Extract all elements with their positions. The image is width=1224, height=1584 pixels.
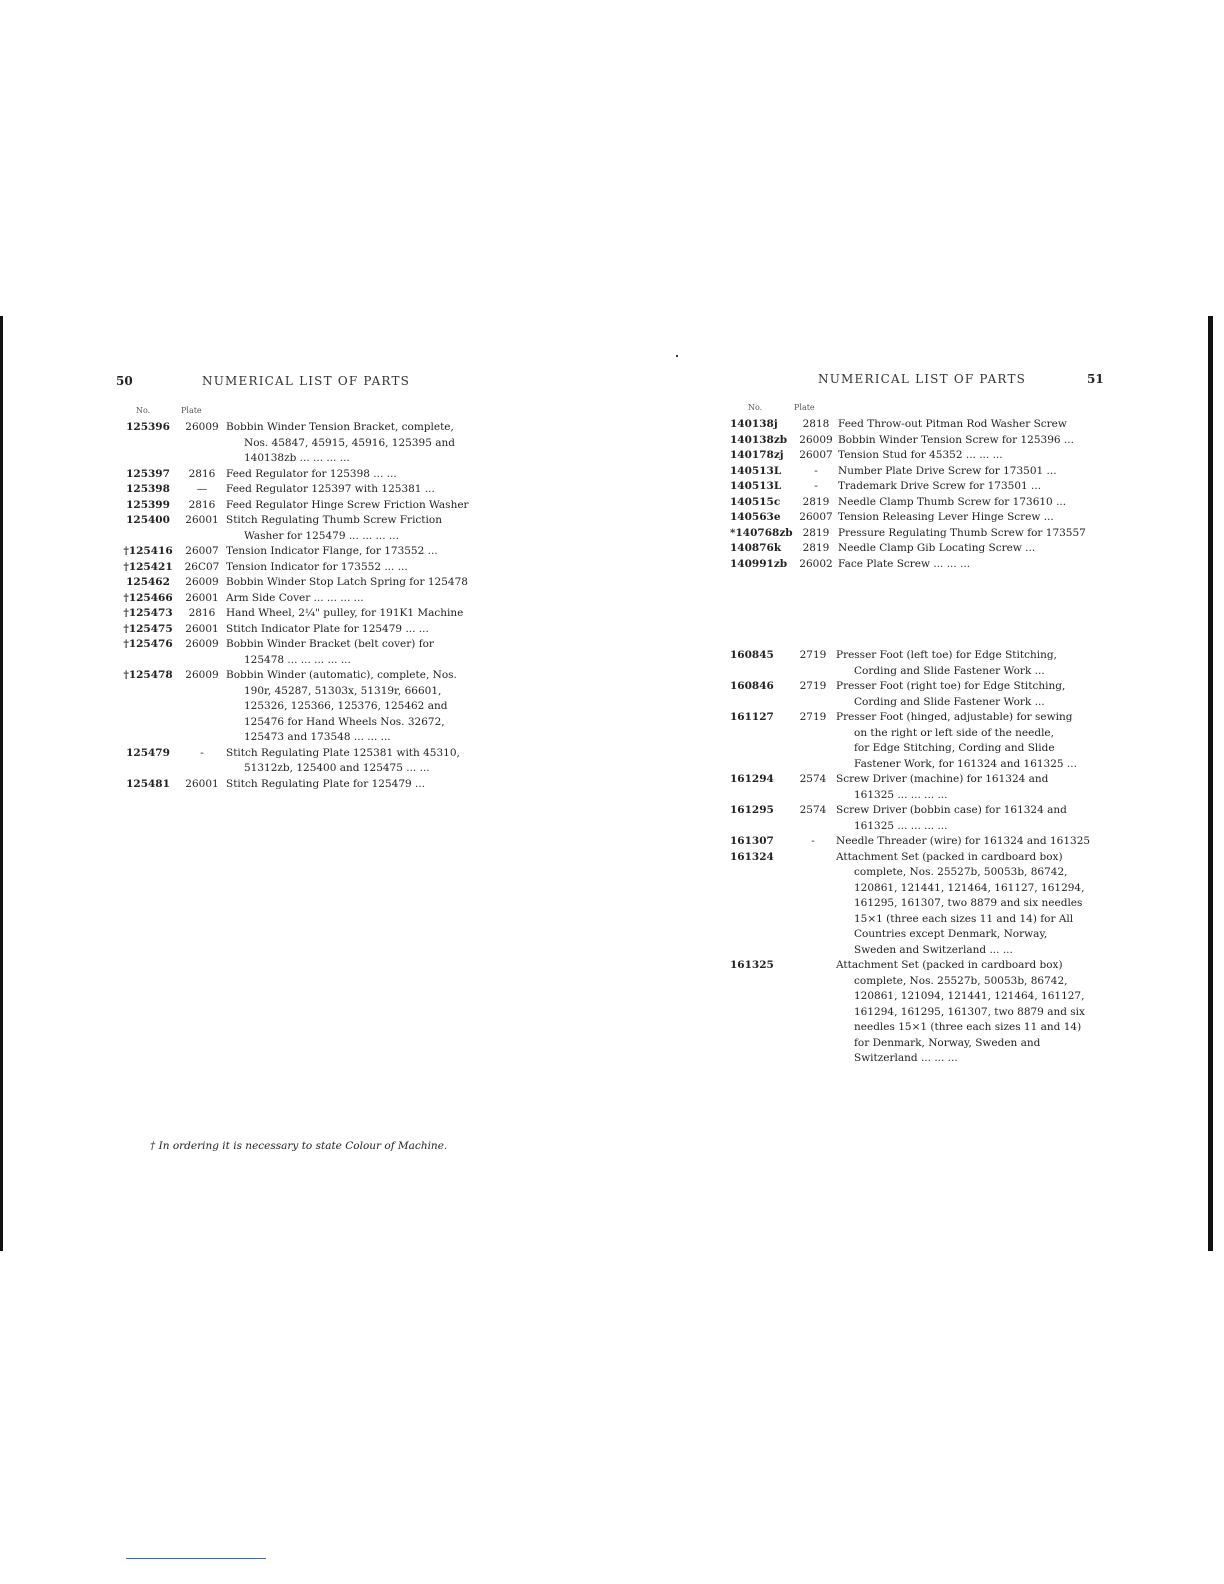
part-description [226,668,484,746]
page-number-right: 51 [1087,372,1104,386]
description-line: Cording and Slide Fastener Work ... [854,695,1045,708]
plate-number: 26009 [185,576,219,588]
description-line: Arm Side Cover ... ... ... ... [226,591,364,604]
part-row [730,541,1100,557]
description-line: complete, Nos. 25527b, 50053b, 86742, [854,866,1068,878]
part-number: 125396 [126,421,170,433]
plate-number: 2819 [802,542,830,554]
part-description [226,467,484,483]
plate-number: 26009 [185,421,219,433]
description-line: Needle Clamp Gib Locating Screw ... [838,542,1036,554]
plate-number: 26C07 [184,560,220,573]
part-description [836,679,1098,710]
description-line: Feed Throw-out Pitman Rod Washer Screw [838,418,1067,430]
part-row [730,648,1098,679]
part-number: *140768zb [730,526,793,539]
description-line: Pressure Regulating Thumb Screw for 173557 [838,526,1086,539]
page-edge-left [0,316,3,1251]
part-description [836,834,1098,850]
description-line: Number Plate Drive Screw for 173501 ... [838,464,1057,477]
part-description [226,777,484,793]
part-number: 161295 [730,804,774,816]
part-description [226,513,484,544]
description-line: 120861, 121441, 121464, 161127, 161294, [854,881,1085,894]
part-row [730,772,1098,803]
part-number: 140178zj [730,449,784,461]
part-number: 140563e [730,511,781,523]
plate-number: 26009 [799,433,833,446]
part-description [836,648,1098,679]
description-line: Needle Clamp Thumb Screw for 173610 ... [838,495,1067,508]
part-number: 125479 [126,746,170,759]
part-row [730,433,1100,449]
part-description [838,464,1100,480]
description-line: Cording and Slide Fastener Work ... [854,664,1045,677]
part-row [730,464,1100,480]
part-description [838,495,1100,511]
description-line: Tension Indicator Flange, for 173552 ... [226,545,438,557]
page-edge-right [1208,316,1213,1251]
part-description [226,498,484,514]
part-number: 160845 [730,649,774,661]
part-row [118,498,484,514]
part-row [118,606,484,622]
bottom-rule [126,1558,266,1559]
part-description [836,803,1098,834]
description-line: 125473 and 173548 ... ... ... [244,731,391,743]
part-row [118,544,484,560]
description-line: for Denmark, Norway, Sweden and [854,1036,1041,1049]
part-number: 161324 [730,850,774,863]
part-row [118,622,484,638]
part-number: 125481 [126,777,170,790]
description-line: Bobbin Winder Stop Latch Spring for 125478 [226,576,468,588]
description-line: Stitch Regulating Plate 125381 with 45310, [226,746,460,759]
part-row [730,803,1098,834]
part-description [838,510,1100,526]
description-line: Attachment Set (packed in cardboard box) [836,959,1063,971]
part-row [118,746,484,777]
part-number: †125416 [123,545,173,557]
description-line: Face Plate Screw ... ... ... [838,557,971,570]
description-line: Attachment Set (packed in cardboard box) [836,850,1063,863]
description-line: 161325 ... ... ... ... [854,819,948,832]
column-header-plate-left: Plate [181,406,202,415]
part-row [118,513,484,544]
part-row [730,417,1100,433]
part-row [118,467,484,483]
part-description [838,541,1100,557]
description-line: Screw Driver (bobbin case) for 161324 and [836,804,1067,816]
description-line: Bobbin Winder Tension Bracket, complete, [226,421,454,433]
footnote: † In ordering it is necessary to state Colour of Machine. [150,1140,448,1152]
plate-number: 26002 [799,557,833,570]
part-number: 125398 [126,483,170,495]
description-line: 161325 ... ... ... ... [854,788,948,801]
plate-number: 26007 [799,449,833,461]
description-line: Fastener Work, for 161324 and 161325 ... [854,757,1077,770]
part-description [838,417,1100,433]
column-header-plate-right: Plate [794,403,815,412]
plate-number: 2819 [802,495,830,508]
plate-number: 2819 [802,526,830,539]
part-number: †125476 [123,638,173,650]
plate-number: 2816 [188,467,216,480]
part-description [226,591,484,607]
part-row [118,637,484,668]
plate-number: 2574 [799,773,827,785]
speck [676,355,678,357]
part-row [730,448,1100,464]
description-line: Stitch Indicator Plate for 125479 ... ... [226,622,429,635]
part-number: 125399 [126,498,170,511]
description-line: Trademark Drive Screw for 173501 ... [838,480,1042,492]
plate-number: - [814,480,818,492]
plate-number: 26001 [185,514,219,526]
part-description [226,544,484,560]
description-line: Countries except Denmark, Norway, [854,928,1048,940]
part-description [836,710,1098,772]
description-line: Tension Releasing Lever Hinge Screw ... [838,511,1054,523]
part-row [730,850,1098,959]
description-line: Hand Wheel, 2¼" pulley, for 191K1 Machine [226,607,464,619]
part-number: 140138j [730,418,778,430]
part-description [226,575,484,591]
part-number: †125478 [123,669,173,681]
plate-number: 26001 [185,777,219,790]
part-description [226,420,484,467]
description-line: 125476 for Hand Wheels Nos. 32672, [244,715,445,728]
part-number: †125466 [123,591,173,604]
description-line: Presser Foot (left toe) for Edge Stitching, [836,649,1057,661]
part-row [118,668,484,746]
plate-number: 26007 [799,511,833,523]
part-number: 140513L [730,480,782,492]
part-description [836,772,1098,803]
plate-number: 26007 [185,545,219,557]
description-line: Bobbin Winder Bracket (belt cover) for [226,638,434,650]
description-line: Feed Regulator Hinge Screw Friction Washer [226,498,469,511]
description-line: Tension Indicator for 173552 ... ... [226,560,408,573]
description-line: Nos. 45847, 45915, 45916, 125395 and [244,436,455,449]
part-number: 161294 [730,773,774,785]
description-line: 125326, 125366, 125376, 125462 and [244,700,448,712]
description-line: Switzerland ... ... ... [854,1052,958,1064]
part-description [226,606,484,622]
plate-number: 26009 [185,669,219,681]
part-description [836,958,1098,1067]
description-line: 125478 ... ... ... ... ... [244,653,351,666]
plate-number: 2719 [799,711,827,723]
plate-number [790,850,836,959]
column-header-no-right: No. [748,403,763,412]
description-line: 120861, 121094, 121441, 121464, 161127, [854,990,1085,1002]
part-description [838,433,1100,449]
part-number: 140513L [730,464,782,477]
part-row [730,710,1098,772]
part-number: 140515c [730,495,781,508]
part-description [838,448,1100,464]
plate-number: 2818 [802,418,830,430]
parts-list-right-bottom [730,648,1098,1067]
part-row [730,526,1100,542]
plate-number: 2719 [799,649,827,661]
description-line: 161295, 161307, two 8879 and six needles [854,897,1083,909]
part-number: 161307 [730,835,774,847]
part-row [118,482,484,498]
part-number: 161127 [730,711,774,723]
part-row [730,495,1100,511]
description-line: on the right or left side of the needle, [854,726,1054,739]
description-line: Stitch Regulating Thumb Screw Friction [226,514,442,526]
part-description [226,560,484,576]
description-line: Sweden and Switzerland ... ... [854,943,1013,956]
part-description [226,622,484,638]
description-line: Bobbin Winder Tension Screw for 125396 ... [838,433,1074,446]
plate-number: 26001 [185,591,219,604]
description-line: Feed Regulator for 125398 ... ... [226,467,397,480]
description-line: Washer for 125479 ... ... ... ... [244,529,399,542]
part-number: 160846 [730,680,774,692]
part-description [226,482,484,498]
plate-number: 2574 [799,804,827,816]
part-description [226,746,484,777]
parts-list-right-top [730,417,1100,572]
plate-number [790,958,836,1067]
part-description [226,637,484,668]
description-line: 190r, 45287, 51303x, 51319r, 66601, [244,684,442,697]
part-number: 125462 [126,576,170,588]
plate-number: 26009 [185,638,219,650]
part-row [730,679,1098,710]
part-description [838,526,1100,542]
part-number: 140138zb [730,433,788,446]
part-row [118,575,484,591]
plate-number: 2719 [799,680,827,692]
description-line: Feed Regulator 125397 with 125381 ... [226,483,435,495]
part-number: †125421 [123,560,173,573]
description-line: for Edge Stitching, Cording and Slide [854,742,1055,754]
part-number: †125475 [123,622,173,635]
description-line: 161294, 161295, 161307, two 8879 and six [854,1005,1085,1018]
part-number: 125397 [126,467,170,480]
parts-list-left [118,420,484,792]
page-header-left: NUMERICAL LIST OF PARTS [202,374,411,388]
description-line: needles 15×1 (three each sizes 11 and 14) [854,1021,1082,1033]
description-line: complete, Nos. 25527b, 50053b, 86742, [854,974,1068,987]
part-number: 140876k [730,542,782,554]
plate-number: - [811,835,815,847]
description-line: Screw Driver (machine) for 161324 and [836,773,1049,785]
column-header-no-left: No. [136,406,151,415]
description-line: Stitch Regulating Plate for 125479 ... [226,777,426,790]
plate-number: - [814,464,818,477]
part-row [730,510,1100,526]
part-number: †125473 [123,607,173,619]
part-row [118,777,484,793]
part-row [730,834,1098,850]
part-row [118,560,484,576]
description-line: Presser Foot (hinged, adjustable) for sewing [836,711,1073,723]
description-line: Tension Stud for 45352 ... ... ... [838,449,1003,461]
description-line: 140138zb ... ... ... ... [244,452,350,464]
plate-number: 2816 [188,607,216,619]
description-line: Needle Threader (wire) for 161324 and 161325 [836,835,1091,847]
part-number: 161325 [730,959,774,971]
plate-number: - [200,746,204,759]
description-line: 15×1 (three each sizes 11 and 14) for All [854,912,1074,925]
plate-number: 26001 [185,622,219,635]
part-number: 140991zb [730,557,788,570]
part-row [118,420,484,467]
plate-number: 2816 [188,498,216,511]
part-description [838,557,1100,573]
part-number: 125400 [126,514,170,526]
part-description [838,479,1100,495]
part-row [730,958,1098,1067]
part-description [836,850,1098,959]
part-row [730,557,1100,573]
plate-number: — [196,483,208,495]
description-line: 51312zb, 125400 and 125475 ... ... [244,762,430,774]
page-header-right: NUMERICAL LIST OF PARTS [818,372,1027,386]
description-line: Bobbin Winder (automatic), complete, Nos. [226,669,457,681]
part-row [118,591,484,607]
description-line: Presser Foot (right toe) for Edge Stitching, [836,680,1066,692]
page-number-left: 50 [116,374,133,388]
part-row [730,479,1100,495]
